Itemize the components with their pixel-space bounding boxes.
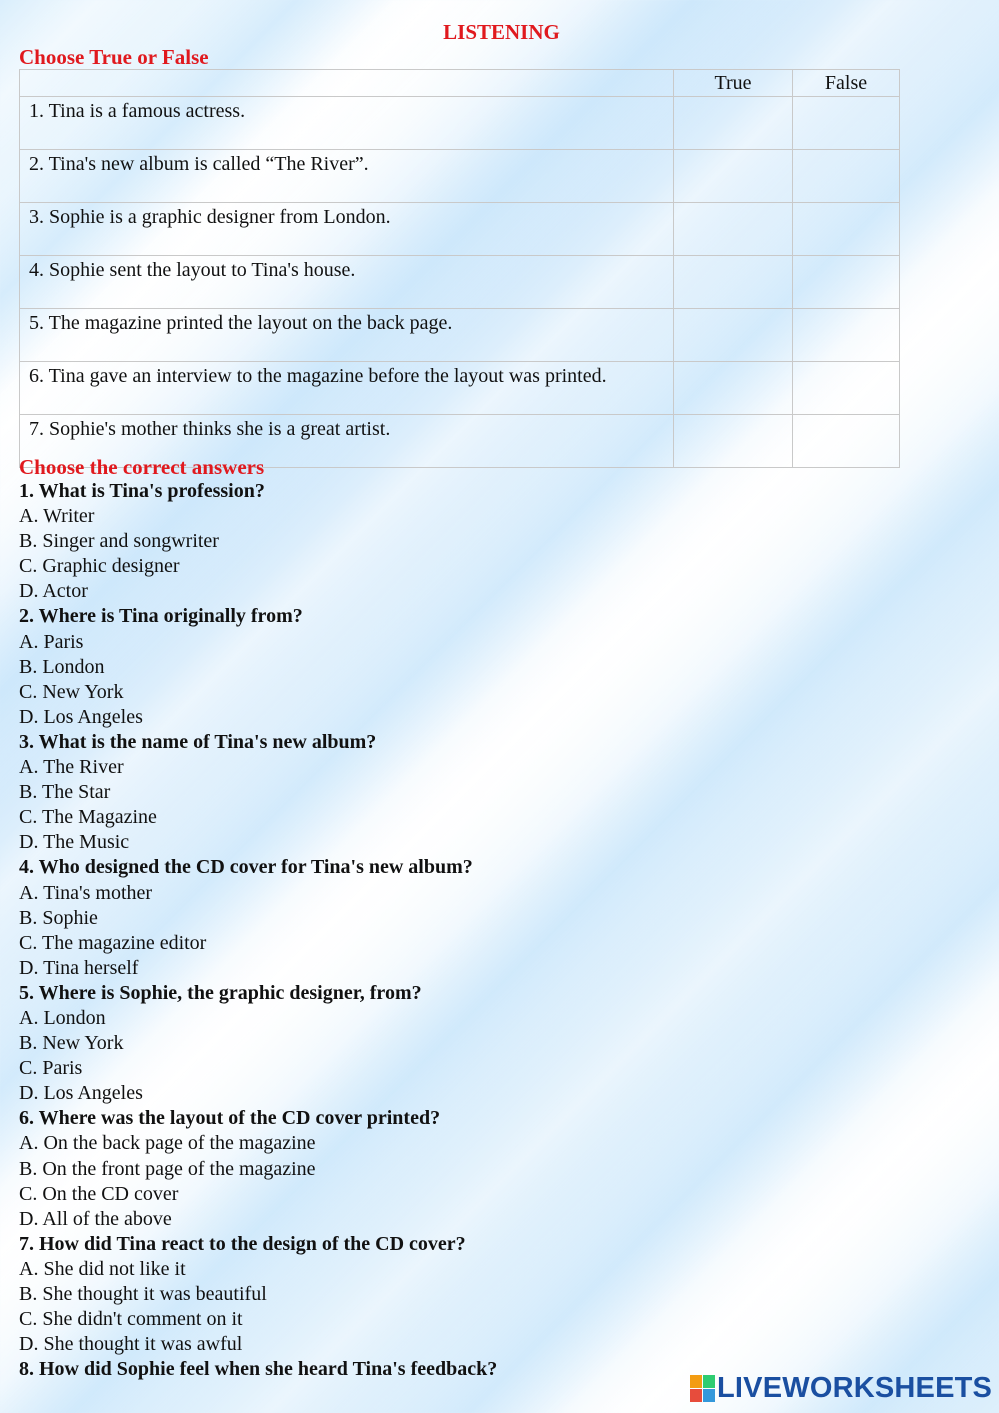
statement-cell: 7. Sophie's mother thinks she is a great artist. — [20, 415, 674, 468]
question-text: 6. Where was the layout of the CD cover printed? — [19, 1107, 441, 1130]
statement-cell: 4. Sophie sent the layout to Tina's house. — [20, 256, 674, 309]
table-row — [20, 362, 900, 415]
false-answer-cell[interactable] — [793, 309, 900, 362]
answer-option[interactable]: C. New York — [19, 680, 124, 703]
answer-option[interactable]: C. On the CD cover — [19, 1182, 179, 1205]
table-row — [20, 256, 900, 309]
statement-cell: 5. The magazine printed the layout on the back page. — [20, 309, 674, 362]
answer-option[interactable]: D. Los Angeles — [19, 1082, 143, 1105]
statement-column-header — [20, 70, 674, 97]
question-text: 1. What is Tina's profession? — [19, 480, 265, 502]
table-header-row — [20, 70, 900, 97]
answer-option[interactable]: B. She thought it was beautiful — [19, 1283, 267, 1305]
answer-option[interactable]: B. The Star — [19, 781, 111, 804]
answer-option[interactable]: D. She thought it was awful — [19, 1333, 243, 1356]
answer-option[interactable]: C. The magazine editor — [19, 931, 207, 954]
answer-option[interactable]: D. The Music — [19, 831, 130, 854]
answer-option[interactable]: A. Paris — [19, 630, 84, 653]
answer-option[interactable]: A. The River — [19, 756, 124, 779]
false-answer-cell[interactable] — [793, 362, 900, 415]
statement-cell: 2. Tina's new album is called “The River”. — [20, 150, 674, 203]
true-answer-cell[interactable] — [674, 309, 793, 362]
question-text: 8. How did Sophie feel when she heard Tina's feedback? — [19, 1358, 498, 1381]
multiple-choice-section-title: Choose the correct answers — [19, 455, 265, 479]
statement-cell: 3. Sophie is a graphic designer from London. — [20, 203, 674, 256]
answer-option[interactable]: B. On the front page of the magazine — [19, 1157, 316, 1180]
statement-cell: 1. Tina is a famous actress. — [20, 97, 674, 150]
table-row — [20, 203, 900, 256]
answer-option[interactable]: B. New York — [19, 1032, 124, 1055]
table-row — [20, 309, 900, 362]
statement-cell: 6. Tina gave an interview to the magazine before the layout was printed. — [20, 362, 674, 415]
table-row — [20, 150, 900, 203]
logo-text: LIVEWORKSHEETS — [717, 1371, 993, 1404]
question-text: 3. What is the name of Tina's new album? — [19, 730, 377, 753]
answer-option[interactable]: A. She did not like it — [19, 1257, 186, 1280]
answer-option[interactable]: D. Actor — [19, 580, 88, 603]
page-title: LISTENING — [443, 20, 560, 44]
true-false-table — [19, 69, 900, 468]
answer-option[interactable]: B. London — [19, 655, 105, 678]
false-answer-cell[interactable] — [793, 256, 900, 309]
answer-option[interactable]: D. Los Angeles — [19, 705, 143, 728]
liveworksheets-logo — [690, 1373, 992, 1403]
true-answer-cell[interactable] — [674, 97, 793, 150]
true-column-header: True — [674, 70, 793, 97]
true-false-section-title: Choose True or False — [19, 45, 209, 69]
answer-option[interactable]: C. She didn't comment on it — [19, 1308, 243, 1331]
answer-option[interactable]: C. The Magazine — [19, 806, 157, 829]
question-text: 4. Who designed the CD cover for Tina's new album? — [19, 856, 473, 879]
question-text: 7. How did Tina react to the design of the CD cover? — [19, 1232, 466, 1255]
answer-option[interactable]: D. All of the above — [19, 1207, 172, 1230]
question-text: 2. Where is Tina originally from? — [19, 605, 303, 628]
false-answer-cell[interactable] — [793, 97, 900, 150]
false-answer-cell[interactable] — [793, 203, 900, 256]
answer-option[interactable]: B. Sophie — [19, 906, 98, 929]
false-answer-cell[interactable] — [793, 150, 900, 203]
true-answer-cell[interactable] — [674, 362, 793, 415]
true-answer-cell[interactable] — [674, 256, 793, 309]
answer-option[interactable]: D. Tina herself — [19, 956, 139, 979]
liveworksheets-logo-icon — [690, 1375, 715, 1402]
answer-option[interactable]: A. London — [19, 1006, 106, 1029]
answer-option[interactable]: B. Singer and songwriter — [19, 530, 219, 553]
multiple-choice-list — [19, 479, 919, 1382]
answer-option[interactable]: A. On the back page of the magazine — [19, 1132, 316, 1155]
answer-option[interactable]: C. Paris — [19, 1057, 83, 1080]
true-answer-cell[interactable] — [674, 415, 793, 468]
table-row — [20, 97, 900, 150]
true-answer-cell[interactable] — [674, 203, 793, 256]
false-answer-cell[interactable] — [793, 415, 900, 468]
true-answer-cell[interactable] — [674, 150, 793, 203]
answer-option[interactable]: A. Writer — [19, 505, 95, 528]
question-text: 5. Where is Sophie, the graphic designer, from? — [19, 981, 422, 1004]
answer-option[interactable]: C. Graphic designer — [19, 555, 180, 578]
answer-option[interactable]: A. Tina's mother — [19, 881, 153, 904]
false-column-header: False — [793, 70, 900, 97]
